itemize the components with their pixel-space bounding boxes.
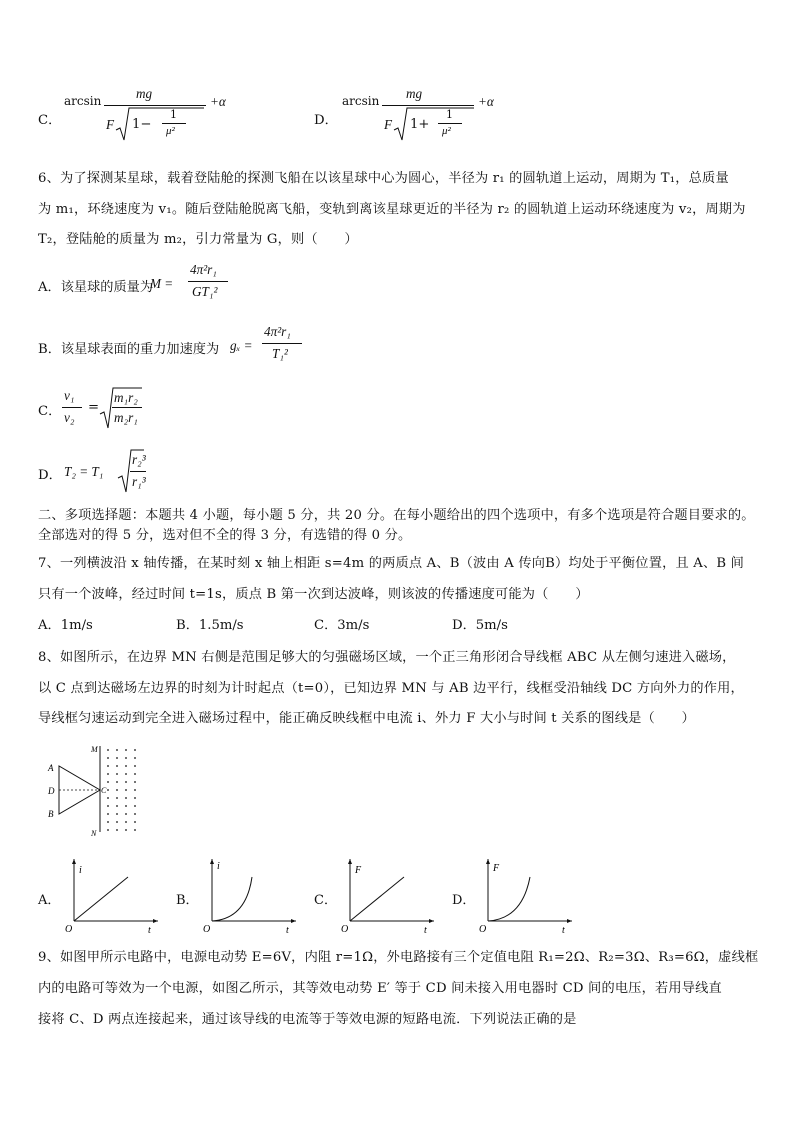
q5-option-d-suffix: +α — [478, 94, 494, 109]
q8-label-m: M — [91, 745, 98, 754]
q6-option-a-num: 4π²r₁ — [190, 262, 217, 277]
q5-option-c-den-f: F — [106, 117, 115, 132]
q8-magnetic-field-dots — [107, 749, 136, 831]
q8-graph-a-curve — [74, 877, 128, 921]
q5-option-c-numerator: mg — [136, 86, 153, 101]
q8-field-dot — [134, 765, 136, 767]
q8-field-dot — [125, 805, 127, 807]
q8-graph-c-label: C． — [314, 893, 337, 908]
q8-field-dot — [125, 813, 127, 815]
q8-graph-d-origin: O — [479, 924, 487, 935]
q8-field-dot — [134, 749, 136, 751]
q8-graph-a-ylabel: i — [79, 865, 82, 876]
q6-option-a-lhs: M = — [150, 276, 174, 291]
q8-field-dot — [107, 781, 109, 783]
q8-field-dot — [107, 813, 109, 815]
q8-field-dot — [125, 757, 127, 759]
q8-field-dot — [134, 789, 136, 791]
q5-option-c-den-frac-num: 1 — [170, 108, 177, 121]
q8-graph-options — [0, 855, 794, 945]
q6-option-d-rbar — [130, 471, 146, 472]
q6-option-d-rden: r₁³ — [132, 474, 146, 489]
q8-field-dot — [116, 789, 118, 791]
q8-figure — [44, 738, 144, 840]
q6-option-b-num: 4π²r₁ — [264, 324, 291, 339]
q8-field-dot — [107, 765, 109, 767]
q6-option-c-rbar — [112, 407, 142, 408]
q8-field-dot — [107, 757, 109, 759]
q8-graph-a-xlabel: t — [148, 925, 151, 935]
q5-option-c-suffix: +α — [210, 94, 226, 109]
q8-field-dot — [125, 781, 127, 783]
q6-option-d-rnum: r₂³ — [132, 452, 146, 467]
q9-line-3: 接将 C、D 两点连接起来，通过该导线的电流等于等效电源的短路电流．下列说法正确的是 — [38, 1012, 577, 1027]
q8-label-d: D — [48, 786, 55, 796]
q7-option-c: C．3m/s — [314, 618, 370, 633]
q6-line-1: 6、为了探测某星球，载着登陆舱的探测飞船在以该星球中心为圆心，半径为 r₁ 的圆轨道上运动，周期为 T₁，总质量 — [38, 171, 729, 186]
q8-line-2: 以 C 点到达磁场左边界的时刻为计时起点（t=0），已知边界 MN 与 AB 边平行，线框受沿轴线 DC 方向外力的作用， — [38, 681, 744, 696]
q6-option-a-bar — [188, 281, 228, 282]
q6-option-c-rnum: m₁r₂ — [114, 390, 138, 405]
q8-graph-b-ylabel: i — [217, 861, 220, 872]
q5-option-d-label: D． — [314, 113, 338, 128]
q8-field-dot — [134, 821, 136, 823]
q8-graph-d-plot — [478, 855, 574, 935]
q7-line-2: 只有一个波峰，经过时间 t=1s，质点 B 第一次到达波峰，则该波的传播速度可能为（ ） — [38, 587, 589, 602]
q8-graph-c-ylabel: F — [355, 865, 362, 876]
q6-option-c-lden: v₂ — [64, 410, 75, 425]
q8-label-b: B — [48, 809, 54, 819]
q8-label-c: C — [101, 786, 107, 795]
q8-line-3: 导线框匀速运动到完全进入磁场过程中，能正确反映线框中电流 i、外力 F 大小与时间 t 关系的图线是（ ） — [38, 711, 696, 726]
q6-option-a-den: GT₁² — [192, 284, 218, 299]
q8-graph-c-xlabel: t — [424, 925, 427, 935]
q5-option-c-den-frac-den: μ² — [166, 125, 175, 137]
q8-field-dot — [107, 789, 109, 791]
q8-graph-d-label: D． — [452, 893, 476, 908]
q8-field-dot — [125, 797, 127, 799]
q8-field-dot — [125, 773, 127, 775]
q6-option-d-text: D． — [38, 468, 62, 483]
q6-option-b-den: T₁² — [272, 346, 288, 361]
q8-field-dot — [125, 749, 127, 751]
q8-field-dot — [134, 797, 136, 799]
q7-option-d: D．5m/s — [452, 618, 508, 633]
q8-graph-c-plot — [340, 855, 436, 935]
q8-graph-d-curve — [488, 877, 530, 921]
q6-option-a-text: A．该星球的质量为 — [38, 280, 154, 295]
q6-option-d-lhs: T₂ = T₁ — [64, 464, 104, 479]
q5-option-c-sqrt — [114, 106, 206, 146]
q6-option-c-eq: = — [88, 400, 100, 415]
q8-graph-c-curve — [350, 877, 404, 921]
q7-option-b: B．1.5m/s — [176, 618, 244, 633]
q8-field-dot — [134, 781, 136, 783]
q5-option-c-prefix: arcsin — [64, 94, 102, 108]
q5-option-d-den-inner: 1+ — [410, 117, 430, 132]
q8-field-dot — [125, 821, 127, 823]
q8-graph-d-ylabel: F — [493, 863, 500, 874]
q8-field-dot — [116, 749, 118, 751]
q8-graph-b-curve — [212, 877, 252, 921]
q8-field-dot — [116, 813, 118, 815]
q8-field-dot — [116, 821, 118, 823]
q8-line-1: 8、如图所示，在边界 MN 右侧是范围足够大的匀强磁场区域，一个正三角形闭合导线框 ABC 从左侧匀速进入磁场， — [38, 650, 736, 665]
q5-option-d-prefix: arcsin — [342, 94, 380, 108]
q5-option-c-den-inner: 1− — [132, 117, 152, 132]
q8-field-dot — [134, 757, 136, 759]
q8-graph-b-origin: O — [203, 924, 211, 935]
q8-field-dot — [125, 789, 127, 791]
q5-option-d-numerator: mg — [406, 86, 423, 101]
q8-graph-b-label: B． — [176, 893, 199, 908]
q8-field-dot — [116, 797, 118, 799]
q8-field-dot — [116, 765, 118, 767]
q6-option-b-text: B．该星球表面的重力加速度为 — [38, 342, 220, 357]
q8-label-n: N — [91, 829, 97, 838]
q5-option-c-label: C． — [38, 113, 62, 128]
q6-option-c-lnum: v₁ — [64, 388, 75, 403]
q8-field-dot — [107, 797, 109, 799]
q8-field-dot — [107, 749, 109, 751]
q8-field-dot — [134, 805, 136, 807]
q8-field-dot — [107, 821, 109, 823]
q5-option-d-den-frac-bar — [438, 123, 462, 124]
q8-graph-a-plot — [64, 855, 160, 935]
q8-field-dot — [134, 813, 136, 815]
q5-option-d-den-frac-den: μ² — [442, 125, 451, 137]
q8-graph-b-plot — [202, 855, 298, 935]
q8-graph-d-xlabel: t — [562, 925, 565, 935]
q8-field-dot — [134, 829, 136, 831]
q9-line-2: 内的电路可等效为一个电源，如图乙所示，其等效电动势 E′ 等于 CD 间未接入用电器时 CD 间的电压，若用导线直 — [38, 981, 722, 996]
q8-field-dot — [125, 765, 127, 767]
q5-option-c-den-frac-bar — [162, 123, 186, 124]
q6-option-b-lhs: gₓ = — [230, 338, 253, 353]
q8-field-dot — [125, 829, 127, 831]
q8-label-a: A — [48, 763, 54, 773]
q8-field-dot — [116, 757, 118, 759]
q5-option-d-den-frac-num: 1 — [446, 108, 453, 121]
q6-line-3: T₂，登陆舱的质量为 m₂，引力常量为 G，则（ ） — [38, 232, 358, 247]
q8-field-dot — [116, 829, 118, 831]
q7-line-1: 7、一列横波沿 x 轴传播，在某时刻 x 轴上相距 s=4m 的两质点 A、B（波由 A 传向B）均处于平衡位置，且 A、B 间 — [38, 556, 745, 571]
section2-line-2: 全部选对的得 5 分，选对但不全的得 3 分，有选错的得 0 分。 — [38, 528, 412, 543]
q8-graph-a-label: A． — [38, 893, 61, 908]
q6-option-c-lbar — [62, 407, 82, 408]
q8-graph-a-origin: O — [65, 924, 73, 935]
q7-option-a: A．1m/s — [38, 618, 93, 633]
section2-line-1: 二、多项选择题：本题共 4 小题，每小题 5 分，共 20 分。在每小题给出的四个选项中，有多个选项是符合题目要求的。 — [38, 508, 755, 523]
q8-field-dot — [134, 773, 136, 775]
q8-field-dot — [107, 805, 109, 807]
q8-graph-b-xlabel: t — [286, 925, 289, 935]
q8-field-dot — [116, 773, 118, 775]
q8-graph-c-origin: O — [341, 924, 349, 935]
q6-option-c-text: C． — [38, 404, 62, 419]
q6-option-c-rden: m₂r₁ — [114, 410, 138, 425]
q8-field-dot — [107, 773, 109, 775]
q8-field-dot — [107, 829, 109, 831]
q8-field-dot — [116, 805, 118, 807]
q8-field-dot — [116, 781, 118, 783]
q9-line-1: 9、如图甲所示电路中，电源电动势 E=6V，内阻 r=1Ω，外电路接有三个定值电阻 R₁=2Ω、R₂=3Ω、R₃=6Ω，虚线框 — [38, 950, 759, 965]
q5-option-d-sqrt — [392, 106, 476, 146]
q6-option-b-bar — [262, 343, 302, 344]
q6-line-2: 为 m₁，环绕速度为 v₁。随后登陆舱脱离飞船，变轨到离该星球更近的半径为 r₂ 的圆轨道上运动环绕速度为 v₂，周期为 — [38, 202, 746, 217]
q5-option-d-den-f: F — [384, 117, 393, 132]
